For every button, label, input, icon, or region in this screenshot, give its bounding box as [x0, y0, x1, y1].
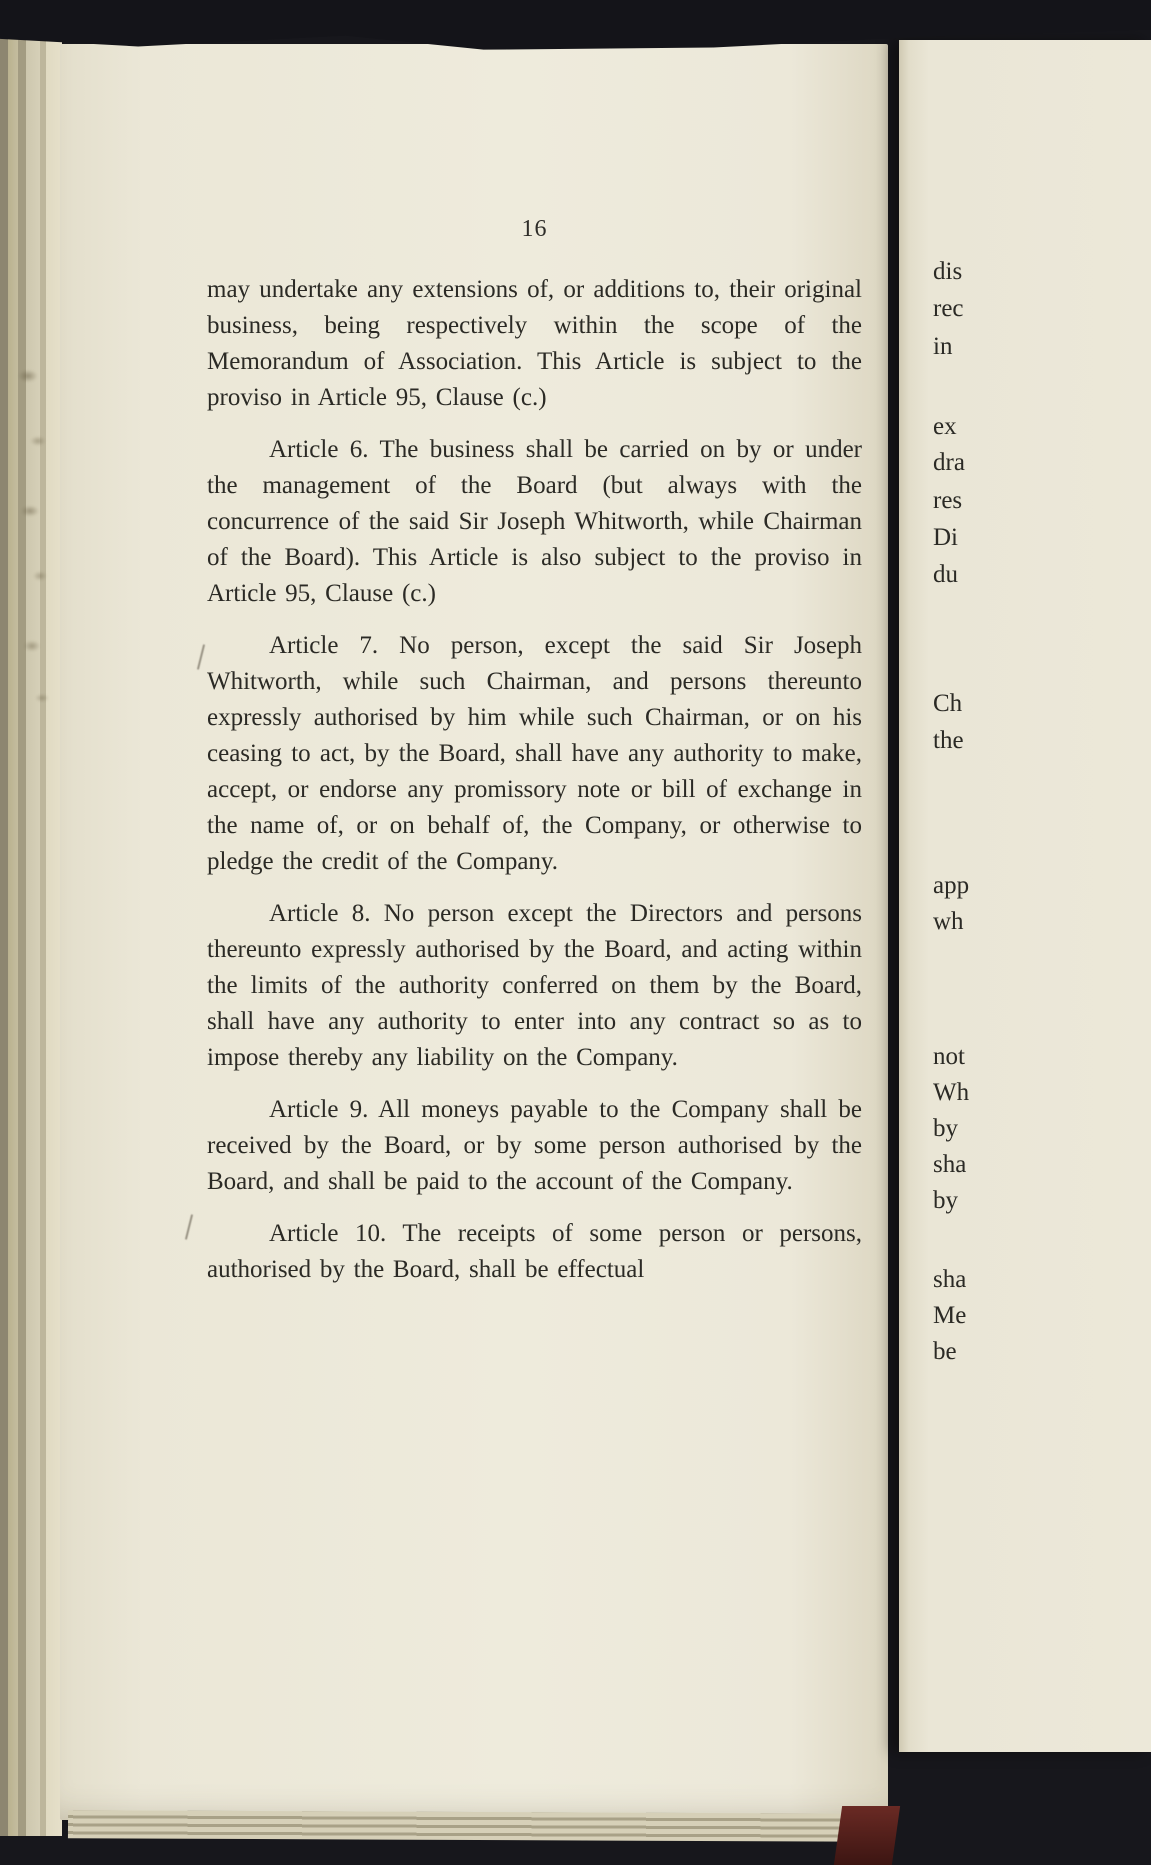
next-page-fragment: ex	[933, 413, 957, 440]
next-page-fragment: dra	[933, 449, 965, 476]
paragraph: Article 10. The receipts of some person or persons, authorised by the Board, shall be effectual	[207, 1220, 862, 1283]
paragraph: Article 7. No person, except the said Sir Joseph Whitworth, while such Chairman, and persons thereunto expressly authorised by him while such Chairman, or on his ceasing to act, by the Board, shall have any authority to make, accept, or endorse any promissory note or bill of exchange in the name of, or on behalf of, the Company, or otherwise to pledge the credit of the Company.	[207, 632, 862, 875]
book-bottom-page-edges	[68, 1810, 880, 1842]
scan-artifact-mark	[197, 644, 205, 670]
book-page	[60, 44, 888, 1820]
page-text-column	[207, 272, 862, 1304]
next-page-fragment: Ch	[933, 690, 963, 717]
next-page-fragment: app	[933, 872, 970, 899]
scan-artifact-mark	[185, 1214, 193, 1240]
next-page-fragment: in	[933, 333, 953, 360]
next-page-fragment: be	[933, 1338, 957, 1365]
paragraph: Article 8. No person except the Directors and persons thereunto expressly authorised by the Board, and acting within the limits of the authority conferred on them by the Board, shall have any authority to enter into any contract so as to impose thereby any liability on the Company.	[207, 900, 862, 1071]
book-page-edge-stack	[0, 36, 62, 1836]
next-page-fragment: not	[933, 1043, 965, 1070]
page-edge-ink-marks	[4, 346, 62, 726]
paragraph: Article 6. The business shall be carried on by or under the management of the Board (but always with the concurrence of the said Sir Joseph Whitworth, while Chairman of the Board). This Article is also subject to the proviso in Article 95, Clause (c.)	[207, 436, 862, 607]
page-number: 16	[521, 216, 548, 242]
next-page-fragment: Wh	[933, 1079, 970, 1106]
next-page-fragment: by	[933, 1187, 958, 1214]
next-page-fragment: res	[933, 487, 963, 514]
next-page-fragment: by	[933, 1115, 958, 1142]
paragraph: may undertake any extensions of, or additions to, their original business, being respectively within the scope of the Memorandum of Association. This Article is subject to the proviso in Article 95, Clause (c.)	[207, 276, 862, 411]
next-page-fragment: sha	[933, 1151, 967, 1178]
paragraph: Article 9. All moneys payable to the Company shall be received by the Board, or by some person authorised by the Board, and shall be paid to the account of the Company.	[207, 1096, 862, 1195]
next-book-page	[899, 40, 1151, 1752]
next-page-fragment: dis	[933, 258, 963, 285]
next-page-fragment: Me	[933, 1302, 967, 1329]
next-page-fragment: sha	[933, 1266, 967, 1293]
next-page-fragment: wh	[933, 908, 964, 935]
next-page-fragment: the	[933, 727, 964, 754]
book-cover-sliver	[834, 1806, 900, 1865]
next-page-fragment: rec	[933, 295, 964, 322]
next-page-fragment: du	[933, 561, 958, 588]
next-page-fragment: Di	[933, 524, 958, 551]
